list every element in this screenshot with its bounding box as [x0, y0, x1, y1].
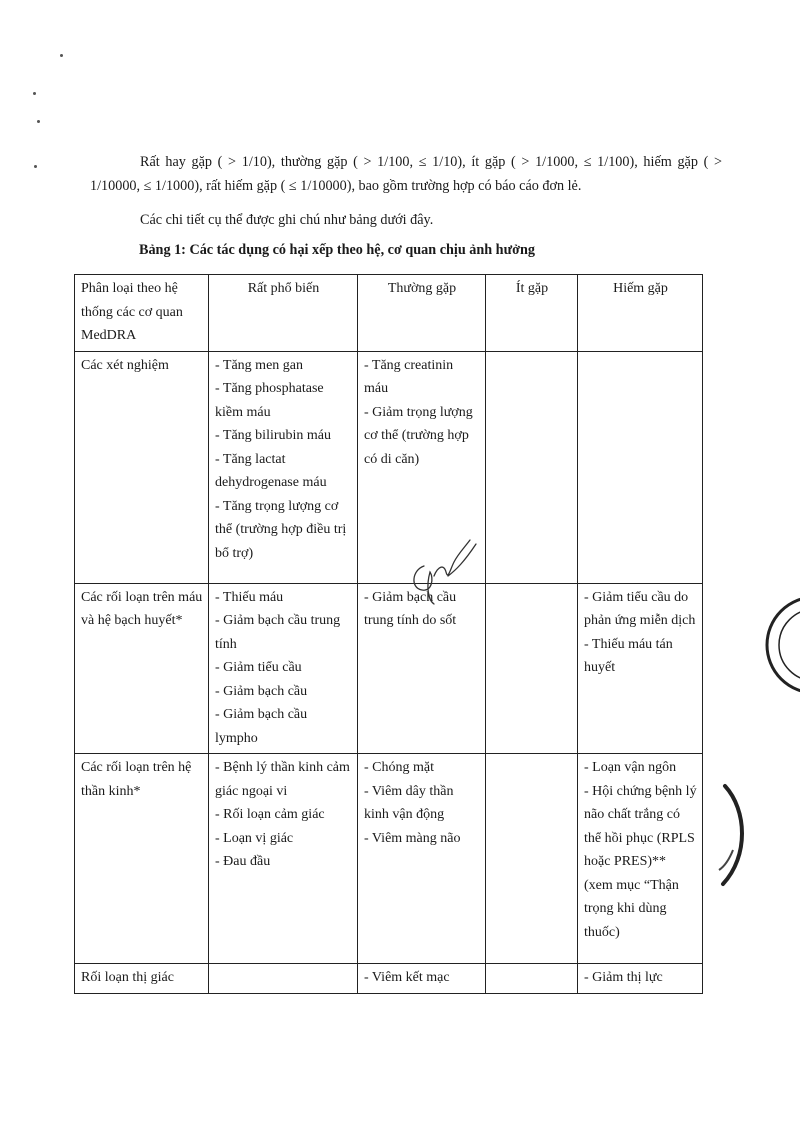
table-header-row	[75, 275, 703, 352]
very-common-cell	[209, 351, 358, 583]
list-item: - Đau đầu	[215, 854, 271, 869]
uncommon-cell	[486, 583, 578, 754]
list-item: - Tăng phosphatase kiềm máu	[215, 381, 324, 420]
organ-cell: Các rối loạn trên máu và hệ bạch huyết*	[75, 583, 209, 754]
details-note: Các chi tiết cụ thể được ghi chú như bảng dưới đây.	[140, 212, 434, 228]
frequency-definition: Rất hay gặp ( > 1/10), thường gặp ( > 1/100, ≤ 1/10), ít gặp ( > 1/1000, ≤ 1/100), hiếm gặp ( > 1/10000, ≤ 1/1000), rất hiếm gặp ( ≤ 1/10000), bao gồm trường hợp có báo cáo đơn lẻ.	[90, 154, 722, 194]
table-row	[75, 351, 703, 583]
table-row	[75, 964, 703, 994]
list-item: - Viêm kết mạc	[364, 970, 450, 985]
common-cell	[358, 964, 486, 994]
list-item: - Thiếu máu tán huyết	[584, 636, 673, 675]
handwritten-signature	[404, 526, 484, 606]
header-uncommon: Ít gặp	[486, 275, 578, 352]
list-item: - Tăng creatinin máu	[364, 357, 454, 396]
very-common-cell	[209, 964, 358, 994]
list-item: - Tăng lactat dehydrogenase máu	[215, 451, 327, 490]
list-item: - Giảm tiểu cầu do phản ứng miễn dịch	[584, 589, 696, 628]
list-item: - Giảm thị lực	[584, 970, 663, 985]
list-item: - Bệnh lý thần kinh cảm giác ngoại vi	[215, 760, 350, 799]
scan-speck	[60, 54, 63, 57]
list-item: - Giảm bạch cầu	[215, 683, 308, 699]
list-item: - Viêm dây thần kinh vận động	[364, 783, 454, 822]
rare-cell	[578, 754, 703, 964]
rare-cell	[578, 351, 703, 583]
list-item: - Tăng trọng lượng cơ thể (trường hợp điều trị bổ trợ)	[215, 498, 347, 561]
header-very-common: Rất phổ biến	[209, 275, 358, 352]
organ-cell: Các rối loạn trên hệ thần kinh*	[75, 754, 209, 964]
list-item: - Hội chứng bệnh lý não chất trắng có thể hồi phục (RPLS hoặc PRES)** (xem mục “Thận trọng khi dùng thuốc)	[584, 783, 697, 940]
list-item: - Giảm bạch cầu trung tính do sốt	[364, 589, 457, 628]
very-common-cell	[209, 754, 358, 964]
uncommon-cell	[486, 964, 578, 994]
list-item: - Loạn vị giác	[215, 830, 294, 846]
rare-cell	[578, 964, 703, 994]
scan-speck	[34, 165, 37, 168]
scan-speck	[33, 92, 36, 95]
table-row	[75, 583, 703, 754]
list-item: - Giảm trọng lượng cơ thể (trường hợp có di căn)	[364, 404, 473, 467]
header-organ-class: Phân loại theo hệ thống các cơ quan MedDRA	[75, 275, 209, 352]
organ-cell: Các xét nghiệm	[75, 351, 209, 583]
common-cell	[358, 583, 486, 754]
common-cell	[358, 754, 486, 964]
list-item: - Giảm tiểu cầu	[215, 660, 302, 675]
list-item: - Giảm bạch cầu trung tính	[215, 613, 341, 652]
list-item: - Giảm bạch cầu lympho	[215, 707, 308, 746]
list-item: - Viêm màng não	[364, 830, 461, 846]
header-common: Thường gặp	[358, 275, 486, 352]
table-caption: Bảng 1: Các tác dụng có hại xếp theo hệ, cơ quan chịu ảnh hưởng	[139, 242, 535, 258]
organ-cell: Rối loạn thị giác	[75, 964, 209, 994]
scan-speck	[37, 120, 40, 123]
uncommon-cell	[486, 351, 578, 583]
rare-cell	[578, 583, 703, 754]
list-item: - Loạn vận ngôn	[584, 760, 677, 775]
header-rare: Hiếm gặp	[578, 275, 703, 352]
list-item: - Rối loạn cảm giác	[215, 807, 325, 822]
list-item: - Tăng bilirubin máu	[215, 428, 331, 443]
very-common-cell	[209, 583, 358, 754]
list-item: - Chóng mặt	[364, 760, 434, 775]
stamp-seal-fragment	[705, 780, 755, 890]
list-item: - Tăng men gan	[215, 357, 303, 373]
list-item: - Thiếu máu	[215, 589, 284, 605]
adverse-reactions-table	[74, 274, 703, 994]
stamp-seal	[760, 590, 800, 700]
table-row	[75, 754, 703, 964]
uncommon-cell	[486, 754, 578, 964]
